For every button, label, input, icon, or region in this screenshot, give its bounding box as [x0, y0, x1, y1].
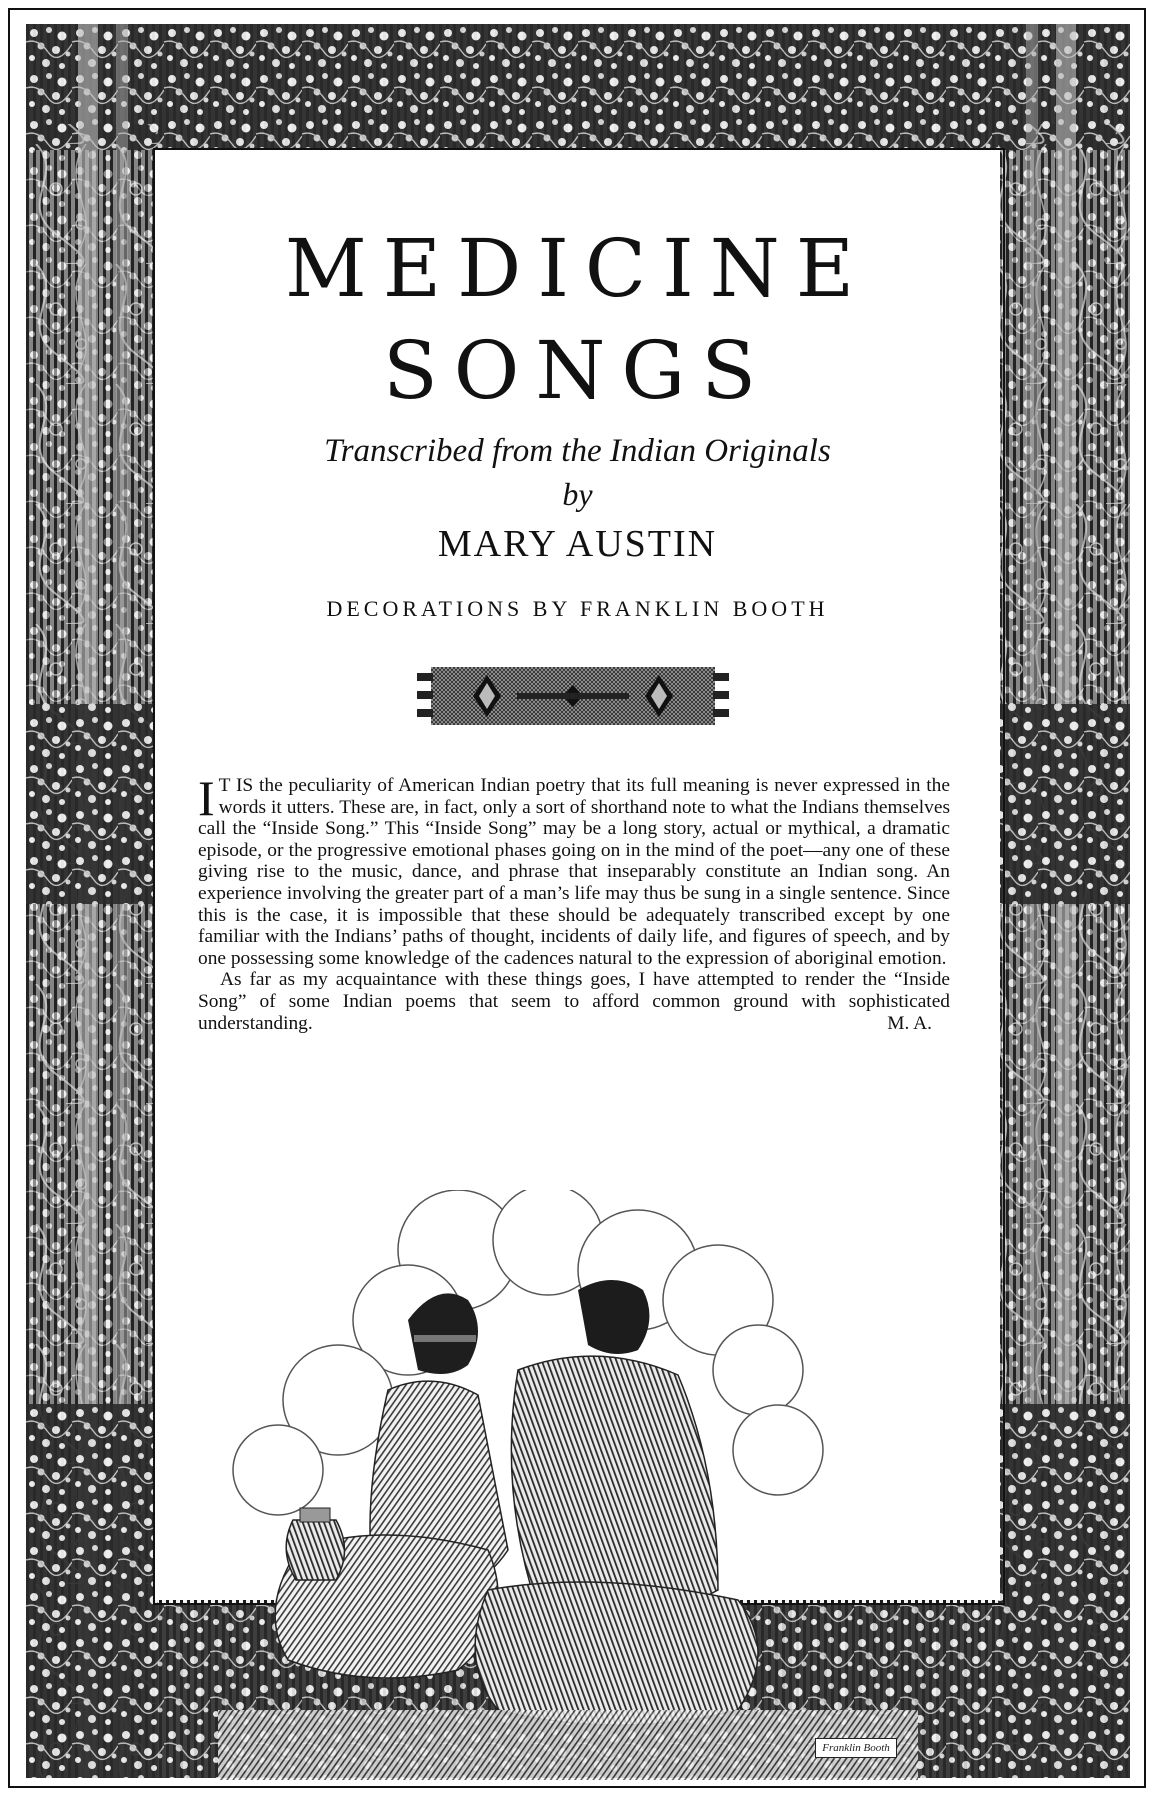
title-line-1: MEDICINE [284, 222, 871, 315]
drop-cap: I [198, 770, 215, 826]
byline-by: by [562, 476, 593, 512]
paragraph-2: As far as my acquaintance with these things goes, I have attempted to render the “Inside Song” of some Indian poems that seem to afford common ground with sophisticated understanding. [198, 969, 950, 1034]
author-initials: M. A. [887, 1012, 932, 1034]
seated-figures-illustration [218, 1190, 918, 1780]
illustrator-signature: Franklin Booth [815, 1738, 897, 1758]
subtitle: Transcribed from the Indian Originals [324, 433, 831, 469]
author-name: MARY AUSTIN [437, 523, 718, 565]
title-line-2: SONGS [382, 324, 773, 417]
paragraph-1: T IS the peculiarity of American Indian poetry that its full meaning is never expressed in the words it utters. These are, in fact, only a sort of shorthand note to what the Indians themselves call the “Inside Song.” This “Inside Song” may be a long story, actual or mythical, a dramatic episode, or the progressive emotional phases going on in the mind of the poet—any one of these giving rise to the music, dance, and phrase that inseparably constitute an Indian song. An experience involving the greater part of a man’s life may thus be sung in a single sentence. Since this is the case, it is impossible that these should be adequately transcribed except by one familiar with the Indians’ paths of thought, incidents of daily life, and figures of speech, and by one possessing some knowledge of the cadences natural to the expression of aboriginal emotion. [198, 775, 950, 969]
introduction-text [198, 770, 950, 1034]
page-title [155, 218, 1000, 422]
decorations-credit: DECORATIONS BY FRANKLIN BOOTH [326, 596, 829, 621]
ornamental-band-icon [417, 663, 729, 729]
